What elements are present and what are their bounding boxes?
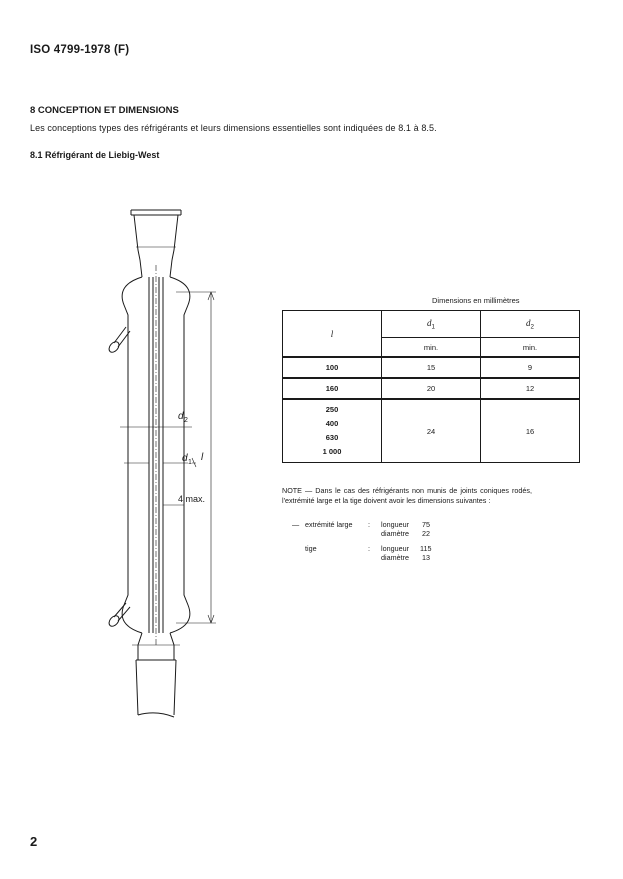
label-l: l xyxy=(201,452,204,463)
min-d2: min. xyxy=(481,338,580,358)
document-id: ISO 4799-1978 (F) xyxy=(30,44,130,56)
dimensions-table xyxy=(282,310,580,463)
section-title: 8 CONCEPTION ET DIMENSIONS xyxy=(30,105,179,116)
table-row: 250 400 630 1 000 24 16 xyxy=(283,399,580,463)
label-d2-sub: 2 xyxy=(184,417,188,424)
label-4max: 4 max. xyxy=(178,494,206,504)
condenser-drawing xyxy=(96,205,226,725)
note-text: NOTE — Dans le cas des réfrigérants non munis de joints coniques rodés, l'extrémité large et la tige doivent avoir les dimensions suivantes : xyxy=(282,486,532,505)
header-d1: $d_1$ xyxy=(382,311,481,338)
label-d2: d xyxy=(178,411,184,422)
label-d1-sub: 1 xyxy=(188,459,192,466)
label-d1: d xyxy=(182,453,188,464)
page-number: 2 xyxy=(30,834,38,849)
table-row: 160 20 12 xyxy=(283,378,580,399)
section-text: Les conceptions types des réfrigérants et leurs dimensions essentielles sont indiquées de 8.1 à 8.5. xyxy=(30,123,437,133)
header-l: l xyxy=(283,311,382,358)
header-d2: $d_2$ xyxy=(481,311,580,338)
subsection-title: 8.1 Réfrigérant de Liebig-West xyxy=(30,150,160,160)
table-row: 100 15 9 xyxy=(283,357,580,378)
table-caption: Dimensions en millimètres xyxy=(432,296,520,305)
min-d1: min. xyxy=(382,338,481,358)
